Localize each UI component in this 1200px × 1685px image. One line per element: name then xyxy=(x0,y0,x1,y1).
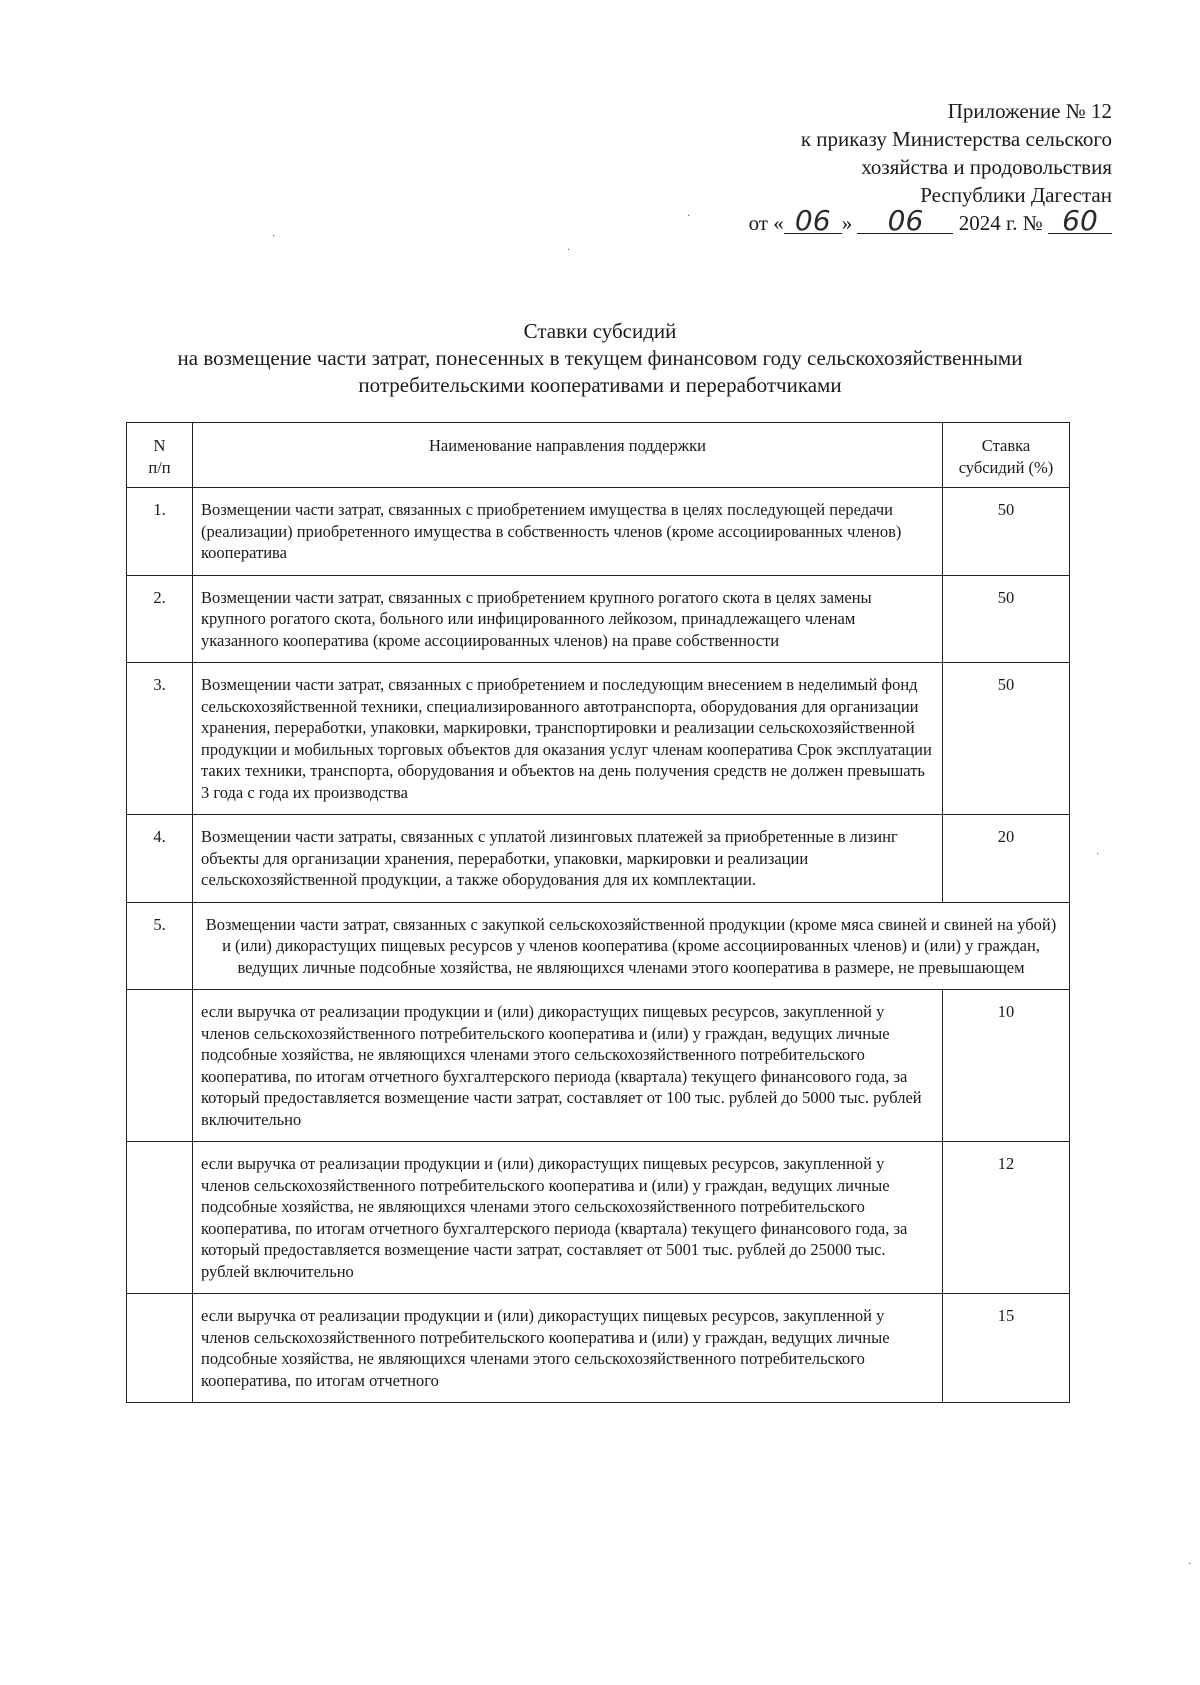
row-description-merged: Возмещении части затрат, связанных с закупкой сельскохозяйственной продукции (кроме мяса свиней и свиней на убой) и (или) дикорастущих пищевых ресурсов у членов кооператива (кроме ассоциированных членов) и (или) у граждан, ведущих личные подсобные хозяйства, не являющихся членами этого кооператива в размере, не превышающем xyxy=(193,902,1070,990)
row-number: 4. xyxy=(127,815,193,903)
row-description: Возмещении части затрат, связанных с приобретением и последующим внесением в неделимый фонд сельскохозяйственной техники, специализированного автотранспорта, оборудования для организации хранения, переработки, упаковки, маркировки, транспортировки и реализации сельскохозяйственной продукции и мобильных торговых объектов для оказания услуг членам кооператива Срок эксплуатации таких техники, транспорта, оборудования и объектов на день получения средств не должен превышать 3 года с года их производства xyxy=(193,663,943,815)
header-rate-line1: Ставка xyxy=(981,436,1031,455)
subrow-number-empty xyxy=(127,1294,193,1403)
row-number: 3. xyxy=(127,663,193,815)
appendix-republic-line: Республики Дагестан xyxy=(920,183,1112,207)
row-description: Возмещении части затрат, связанных с приобретением крупного рогатого скота в целях замены крупного рогатого скота, больного или инфицированного лейкозом, принадлежащего членам указанного кооператива (кроме ассоциированных членов) на праве собственности xyxy=(193,575,943,663)
scan-speck: · xyxy=(687,211,691,222)
header-number-n: N xyxy=(153,436,166,455)
handwritten-day: 06 xyxy=(784,209,842,234)
scan-speck: · xyxy=(1188,1559,1192,1570)
document-title xyxy=(40,318,1160,399)
title-line-3: потребительскими кооперативами и переработчиками xyxy=(358,373,842,397)
subrow-number-empty xyxy=(127,1142,193,1294)
header-name: Наименование направления поддержки xyxy=(193,423,943,488)
header-rate-line2: субсидий (%) xyxy=(958,458,1054,477)
table-subrow xyxy=(127,990,1070,1142)
table-row xyxy=(127,663,1070,815)
subrow-number-empty xyxy=(127,990,193,1142)
table-row xyxy=(127,488,1070,576)
appendix-header xyxy=(552,97,1112,237)
subrow-description: если выручка от реализации продукции и (или) дикорастущих пищевых ресурсов, закупленной у членов сельскохозяйственного потребительского кооператива и (или) у граждан, ведущих личные подсобные хозяйства, не являющихся членами этого сельскохозяйственного потребительского кооператива, по итогам отчетного бухгалтерского периода (квартала) текущего финансового года, за который предоставляется возмещение части затрат, составляет от 5001 тыс. рублей до 25000 тыс. рублей включительно xyxy=(193,1142,943,1294)
subrow-rate: 15 xyxy=(943,1294,1070,1403)
title-line-1: Ставки субсидий xyxy=(523,319,677,343)
title-line-2: на возмещение части затрат, понесенных в текущем финансовом году сельскохозяйственными xyxy=(177,346,1023,370)
row-rate: 50 xyxy=(943,575,1070,663)
subrow-rate: 10 xyxy=(943,990,1070,1142)
row-description: Возмещении части затрат, связанных с приобретением имущества в целях последующей передачи (реализации) приобретенного имущества в собственность членов (кроме ассоциированных членов) кооператива xyxy=(193,488,943,576)
date-prefix: от « xyxy=(748,211,784,235)
subrow-description: если выручка от реализации продукции и (или) дикорастущих пищевых ресурсов, закупленной у членов сельскохозяйственного потребительского кооператива и (или) у граждан, ведущих личные подсобные хозяйства, не являющихся членами этого сельскохозяйственного потребительского кооператива, по итогам отчетного xyxy=(193,1294,943,1403)
table-row-5 xyxy=(127,902,1070,990)
table-subrow xyxy=(127,1142,1070,1294)
handwritten-month: 06 xyxy=(857,209,953,234)
date-quote-close: » xyxy=(841,211,853,235)
subsidy-rates-table xyxy=(126,422,1070,1403)
table-subrow xyxy=(127,1294,1070,1403)
scan-speck: · xyxy=(1096,849,1100,860)
row-rate: 20 xyxy=(943,815,1070,903)
table-row xyxy=(127,815,1070,903)
row-number: 5. xyxy=(127,902,193,990)
row-description: Возмещении части затраты, связанных с уплатой лизинговых платежей за приобретенные в лизинг объекты для организации хранения, переработки, упаковки, маркировки и реализации сельскохозяйственной продукции, а также оборудования для их комплектации. xyxy=(193,815,943,903)
scan-speck: · xyxy=(272,231,276,242)
table-header-row xyxy=(127,423,1070,488)
appendix-ministry-line: хозяйства и продовольствия xyxy=(861,155,1112,179)
appendix-date-line xyxy=(552,204,1112,237)
appendix-order-line: к приказу Министерства сельского xyxy=(800,127,1112,151)
scan-speck: · xyxy=(567,245,571,256)
row-rate: 50 xyxy=(943,488,1070,576)
header-rate xyxy=(943,423,1070,488)
date-year: 2024 г. № xyxy=(958,211,1043,235)
row-number: 2. xyxy=(127,575,193,663)
table-row xyxy=(127,575,1070,663)
subrow-description: если выручка от реализации продукции и (или) дикорастущих пищевых ресурсов, закупленной у членов сельскохозяйственного потребительского кооператива и (или) у граждан, ведущих личные подсобные хозяйства, не являющихся членами этого сельскохозяйственного потребительского кооператива, по итогам отчетного бухгалтерского периода (квартала) текущего финансового года, за который предоставляется возмещение части затрат, составляет от 100 тыс. рублей до 5000 тыс. рублей включительно xyxy=(193,990,943,1142)
appendix-number: Приложение № 12 xyxy=(947,99,1112,123)
row-number: 1. xyxy=(127,488,193,576)
row-rate: 50 xyxy=(943,663,1070,815)
header-number-pp: п/п xyxy=(148,458,171,477)
header-number xyxy=(127,423,193,488)
subrow-rate: 12 xyxy=(943,1142,1070,1294)
handwritten-order-number: 60 xyxy=(1048,209,1112,234)
